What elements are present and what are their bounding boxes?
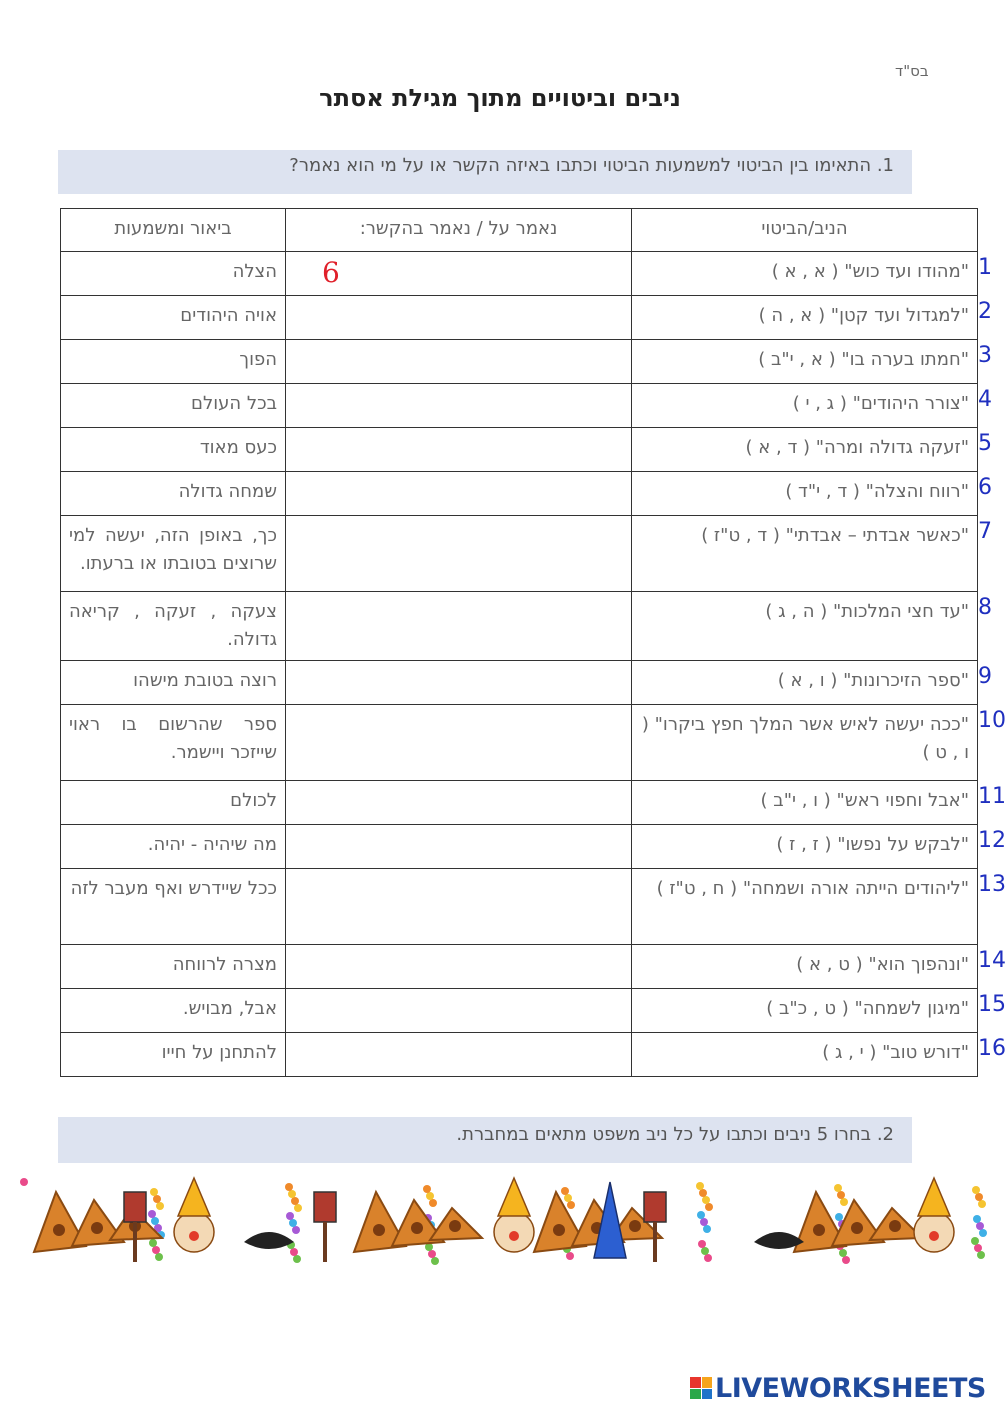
header-meaning: ביאור ומשמעות: [61, 209, 286, 252]
confetti-dot-icon: [291, 1197, 299, 1205]
context-answer-cell[interactable]: [286, 945, 632, 989]
confetti-dot-icon: [155, 1253, 163, 1261]
confetti-dot-icon: [290, 1248, 298, 1256]
hamantasch-filling-icon: [553, 1224, 565, 1236]
table-row: [61, 384, 978, 428]
confetti-dot-icon: [423, 1185, 431, 1193]
table-header-row: [61, 209, 978, 252]
confetti-dot-icon: [839, 1249, 847, 1257]
hamantasch-filling-icon: [373, 1224, 385, 1236]
table-row: [61, 705, 978, 781]
expression-cell: "ליהודים הייתה אורה ושמחה" ( ח , ט"ז ): [632, 869, 978, 945]
expression-cell: "רווח והצלה" ( ד , י"ד ): [632, 472, 978, 516]
clown-nose-icon: [929, 1231, 939, 1241]
red-handwritten-answer: 6: [322, 256, 340, 289]
meaning-cell: כעס מאוד: [61, 428, 286, 472]
confetti-dot-icon: [148, 1210, 156, 1218]
confetti-dot-icon: [156, 1202, 164, 1210]
expression-cell: "לבקש על נפשו" ( ז , ז ): [632, 825, 978, 869]
confetti-dot-icon: [702, 1196, 710, 1204]
expressions-table: [60, 208, 978, 1077]
table-row: [61, 661, 978, 705]
confetti-dot-icon: [976, 1222, 984, 1230]
expression-cell: "למגדול ועד קטן" ( א , ה ): [632, 296, 978, 340]
expression-cell: "אבל וחפוי ראש" ( ו , י"ב ): [632, 781, 978, 825]
meaning-cell: אבל, מבויש.: [61, 989, 286, 1033]
meaning-cell: בכל העולם: [61, 384, 286, 428]
meaning-cell: ספר שהרשום בו ראוי שייזכר ויישמר.: [61, 705, 286, 781]
handwritten-number: 6: [978, 475, 992, 500]
table-row: [61, 428, 978, 472]
context-answer-cell[interactable]: [286, 428, 632, 472]
confetti-dot-icon: [972, 1186, 980, 1194]
context-answer-cell[interactable]: [286, 340, 632, 384]
clown-nose-icon: [189, 1231, 199, 1241]
handwritten-number: 5: [978, 431, 992, 456]
liveworksheets-logo-icon: [690, 1377, 712, 1399]
table-row: [61, 1033, 978, 1077]
confetti-dot-icon: [566, 1252, 574, 1260]
hamantasch-filling-icon: [813, 1224, 825, 1236]
handwritten-number: 13: [978, 872, 1006, 897]
table-row: [61, 296, 978, 340]
confetti-dot-icon: [837, 1191, 845, 1199]
handwritten-number: 1: [978, 255, 992, 280]
confetti-dot-icon: [293, 1255, 301, 1263]
confetti-dot-icon: [426, 1192, 434, 1200]
meaning-cell: כך, באופן הזה, יעשה למי שרוצים בטובתו או ברעתו.: [61, 516, 286, 592]
confetti-dot-icon: [842, 1256, 850, 1264]
expression-cell: "צורר היהודים" ( ג , י ): [632, 384, 978, 428]
table-row: [61, 825, 978, 869]
confetti-dot-icon: [971, 1237, 979, 1245]
hamantasch-filling-icon: [449, 1220, 461, 1232]
table-row: [61, 472, 978, 516]
confetti-dot-icon: [835, 1213, 843, 1221]
confetti-dot-icon: [973, 1215, 981, 1223]
table-row: [61, 592, 978, 661]
meaning-cell: להתחנן על חייו: [61, 1033, 286, 1077]
confetti-dot-icon: [428, 1250, 436, 1258]
context-answer-cell[interactable]: [286, 296, 632, 340]
confetti-dot-icon: [152, 1246, 160, 1254]
meaning-cell: ככל שיידרש ואף מעבר לזה: [61, 869, 286, 945]
confetti-dot-icon: [288, 1190, 296, 1198]
hamantasch-filling-icon: [629, 1220, 641, 1232]
context-answer-cell[interactable]: [286, 1033, 632, 1077]
bsd-header: בס"ד: [895, 62, 929, 80]
grogger-icon: [314, 1192, 336, 1222]
confetti-dot-icon: [700, 1218, 708, 1226]
meaning-cell: צעקה , זעקה , קריאה גדולה.: [61, 592, 286, 661]
meaning-cell: אויה היהודים: [61, 296, 286, 340]
context-answer-cell[interactable]: [286, 705, 632, 781]
confetti-dot-icon: [294, 1204, 302, 1212]
mask-icon: [244, 1232, 294, 1249]
handwritten-number: 4: [978, 387, 992, 412]
clown-hat-icon: [178, 1178, 210, 1216]
handwritten-number: 3: [978, 343, 992, 368]
meaning-cell: מצרה לרווחה: [61, 945, 286, 989]
hamantasch-filling-icon: [411, 1222, 423, 1234]
logo-text: LIVEWORKSHEETS: [715, 1372, 986, 1404]
confetti-dot-icon: [286, 1212, 294, 1220]
header-context: נאמר על / נאמר בהקשר:: [286, 209, 632, 252]
handwritten-number: 15: [978, 992, 1006, 1017]
table-row: [61, 781, 978, 825]
clown-nose-icon: [509, 1231, 519, 1241]
liveworksheets-logo: [690, 1372, 986, 1404]
table-row: [61, 340, 978, 384]
confetti-dot-icon: [151, 1217, 159, 1225]
hamantasch-filling-icon: [53, 1224, 65, 1236]
confetti-dot-icon: [285, 1183, 293, 1191]
confetti-dot-icon: [834, 1184, 842, 1192]
confetti-dot-icon: [561, 1187, 569, 1195]
context-answer-cell[interactable]: [286, 472, 632, 516]
meaning-cell: מה שיהיה - יהיה.: [61, 825, 286, 869]
expression-cell: "כאשר אבדתי – אבדתי" ( ד , ט"ז ): [632, 516, 978, 592]
confetti-dot-icon: [975, 1193, 983, 1201]
confetti-dot-icon: [431, 1257, 439, 1265]
handwritten-number: 10: [978, 708, 1006, 733]
confetti-dot-icon: [567, 1201, 575, 1209]
table-row: [61, 945, 978, 989]
meaning-cell: רוצה בטובת מישהו: [61, 661, 286, 705]
context-answer-cell[interactable]: [286, 384, 632, 428]
context-answer-cell[interactable]: [286, 516, 632, 592]
context-answer-cell[interactable]: [286, 661, 632, 705]
confetti-dot-icon: [974, 1244, 982, 1252]
confetti-dot-icon: [699, 1189, 707, 1197]
confetti-dot-icon: [977, 1251, 985, 1259]
confetti-dot-icon: [292, 1226, 300, 1234]
confetti-dot-icon: [978, 1200, 986, 1208]
hamantasch-filling-icon: [851, 1222, 863, 1234]
purim-decorative-banner: [14, 1172, 994, 1272]
context-answer-cell[interactable]: [286, 869, 632, 945]
context-answer-cell[interactable]: [286, 592, 632, 661]
context-answer-cell[interactable]: [286, 781, 632, 825]
table-row: [61, 869, 978, 945]
confetti-dot-icon: [150, 1188, 158, 1196]
expression-cell: "עד חצי המלכות" ( ה , ג ): [632, 592, 978, 661]
hamantasch-filling-icon: [889, 1220, 901, 1232]
grogger-icon: [124, 1192, 146, 1222]
handwritten-number: 9: [978, 664, 992, 689]
expression-cell: "חמתו בערה בו" ( א , י"ב ): [632, 340, 978, 384]
expression-cell: "ונהפוך הוא" ( ט , א ): [632, 945, 978, 989]
expression-cell: "מהודו ועד כוש" ( א , א ): [632, 252, 978, 296]
meaning-cell: הצלה: [61, 252, 286, 296]
question-1: 1. התאימו בין הביטוי למשמעות הביטוי וכתבו באיזה הקשר או על מי הוא נאמר?: [58, 150, 912, 194]
handwritten-number: 2: [978, 299, 992, 324]
confetti-dot-icon: [289, 1219, 297, 1227]
confetti-dot-icon: [703, 1225, 711, 1233]
table-row: [61, 516, 978, 592]
confetti-dot-icon: [20, 1178, 28, 1186]
confetti-dot-icon: [979, 1229, 987, 1237]
expression-cell: "זעקה גדולה ומרה" ( ד , א ): [632, 428, 978, 472]
confetti-dot-icon: [840, 1198, 848, 1206]
context-answer-cell[interactable]: [286, 989, 632, 1033]
handwritten-number: 14: [978, 948, 1006, 973]
table-row: [61, 252, 978, 296]
handwritten-number: 16: [978, 1036, 1006, 1061]
expression-cell: "דורש טוב" ( י , ג ): [632, 1033, 978, 1077]
confetti-dot-icon: [697, 1211, 705, 1219]
confetti-dot-icon: [698, 1240, 706, 1248]
worksheet-title: ניבים וביטויים מתוך מגילת אסתר: [319, 84, 681, 112]
expression-cell: "מיגון לשמחה" ( ט , כ"ב ): [632, 989, 978, 1033]
confetti-dot-icon: [564, 1194, 572, 1202]
table-row: [61, 989, 978, 1033]
confetti-dot-icon: [696, 1182, 704, 1190]
grogger-icon: [644, 1192, 666, 1222]
handwritten-number: 8: [978, 595, 992, 620]
expression-cell: "ספר הזיכרונות" ( ו , א ): [632, 661, 978, 705]
meaning-cell: שמחה גדולה: [61, 472, 286, 516]
context-answer-cell[interactable]: [286, 825, 632, 869]
question-2: 2. בחרו 5 ניבים וכתבו על כל ניב משפט מתאים במחברת.: [58, 1117, 912, 1163]
confetti-dot-icon: [149, 1239, 157, 1247]
handwritten-number: 7: [978, 519, 992, 544]
hamantasch-filling-icon: [91, 1222, 103, 1234]
clown-hat-icon: [918, 1178, 950, 1216]
handwritten-number: 11: [978, 784, 1006, 809]
meaning-cell: הפוך: [61, 340, 286, 384]
confetti-dot-icon: [705, 1203, 713, 1211]
meaning-cell: לכולם: [61, 781, 286, 825]
confetti-dot-icon: [701, 1247, 709, 1255]
confetti-dot-icon: [429, 1199, 437, 1207]
expression-cell: "ככה יעשה לאיש אשר המלך חפץ ביקרו" ( ו , ט ): [632, 705, 978, 781]
handwritten-number: 12: [978, 828, 1006, 853]
confetti-dot-icon: [153, 1195, 161, 1203]
confetti-dot-icon: [704, 1254, 712, 1262]
clown-hat-icon: [498, 1178, 530, 1216]
header-expression: הניב/הביטוי: [632, 209, 978, 252]
